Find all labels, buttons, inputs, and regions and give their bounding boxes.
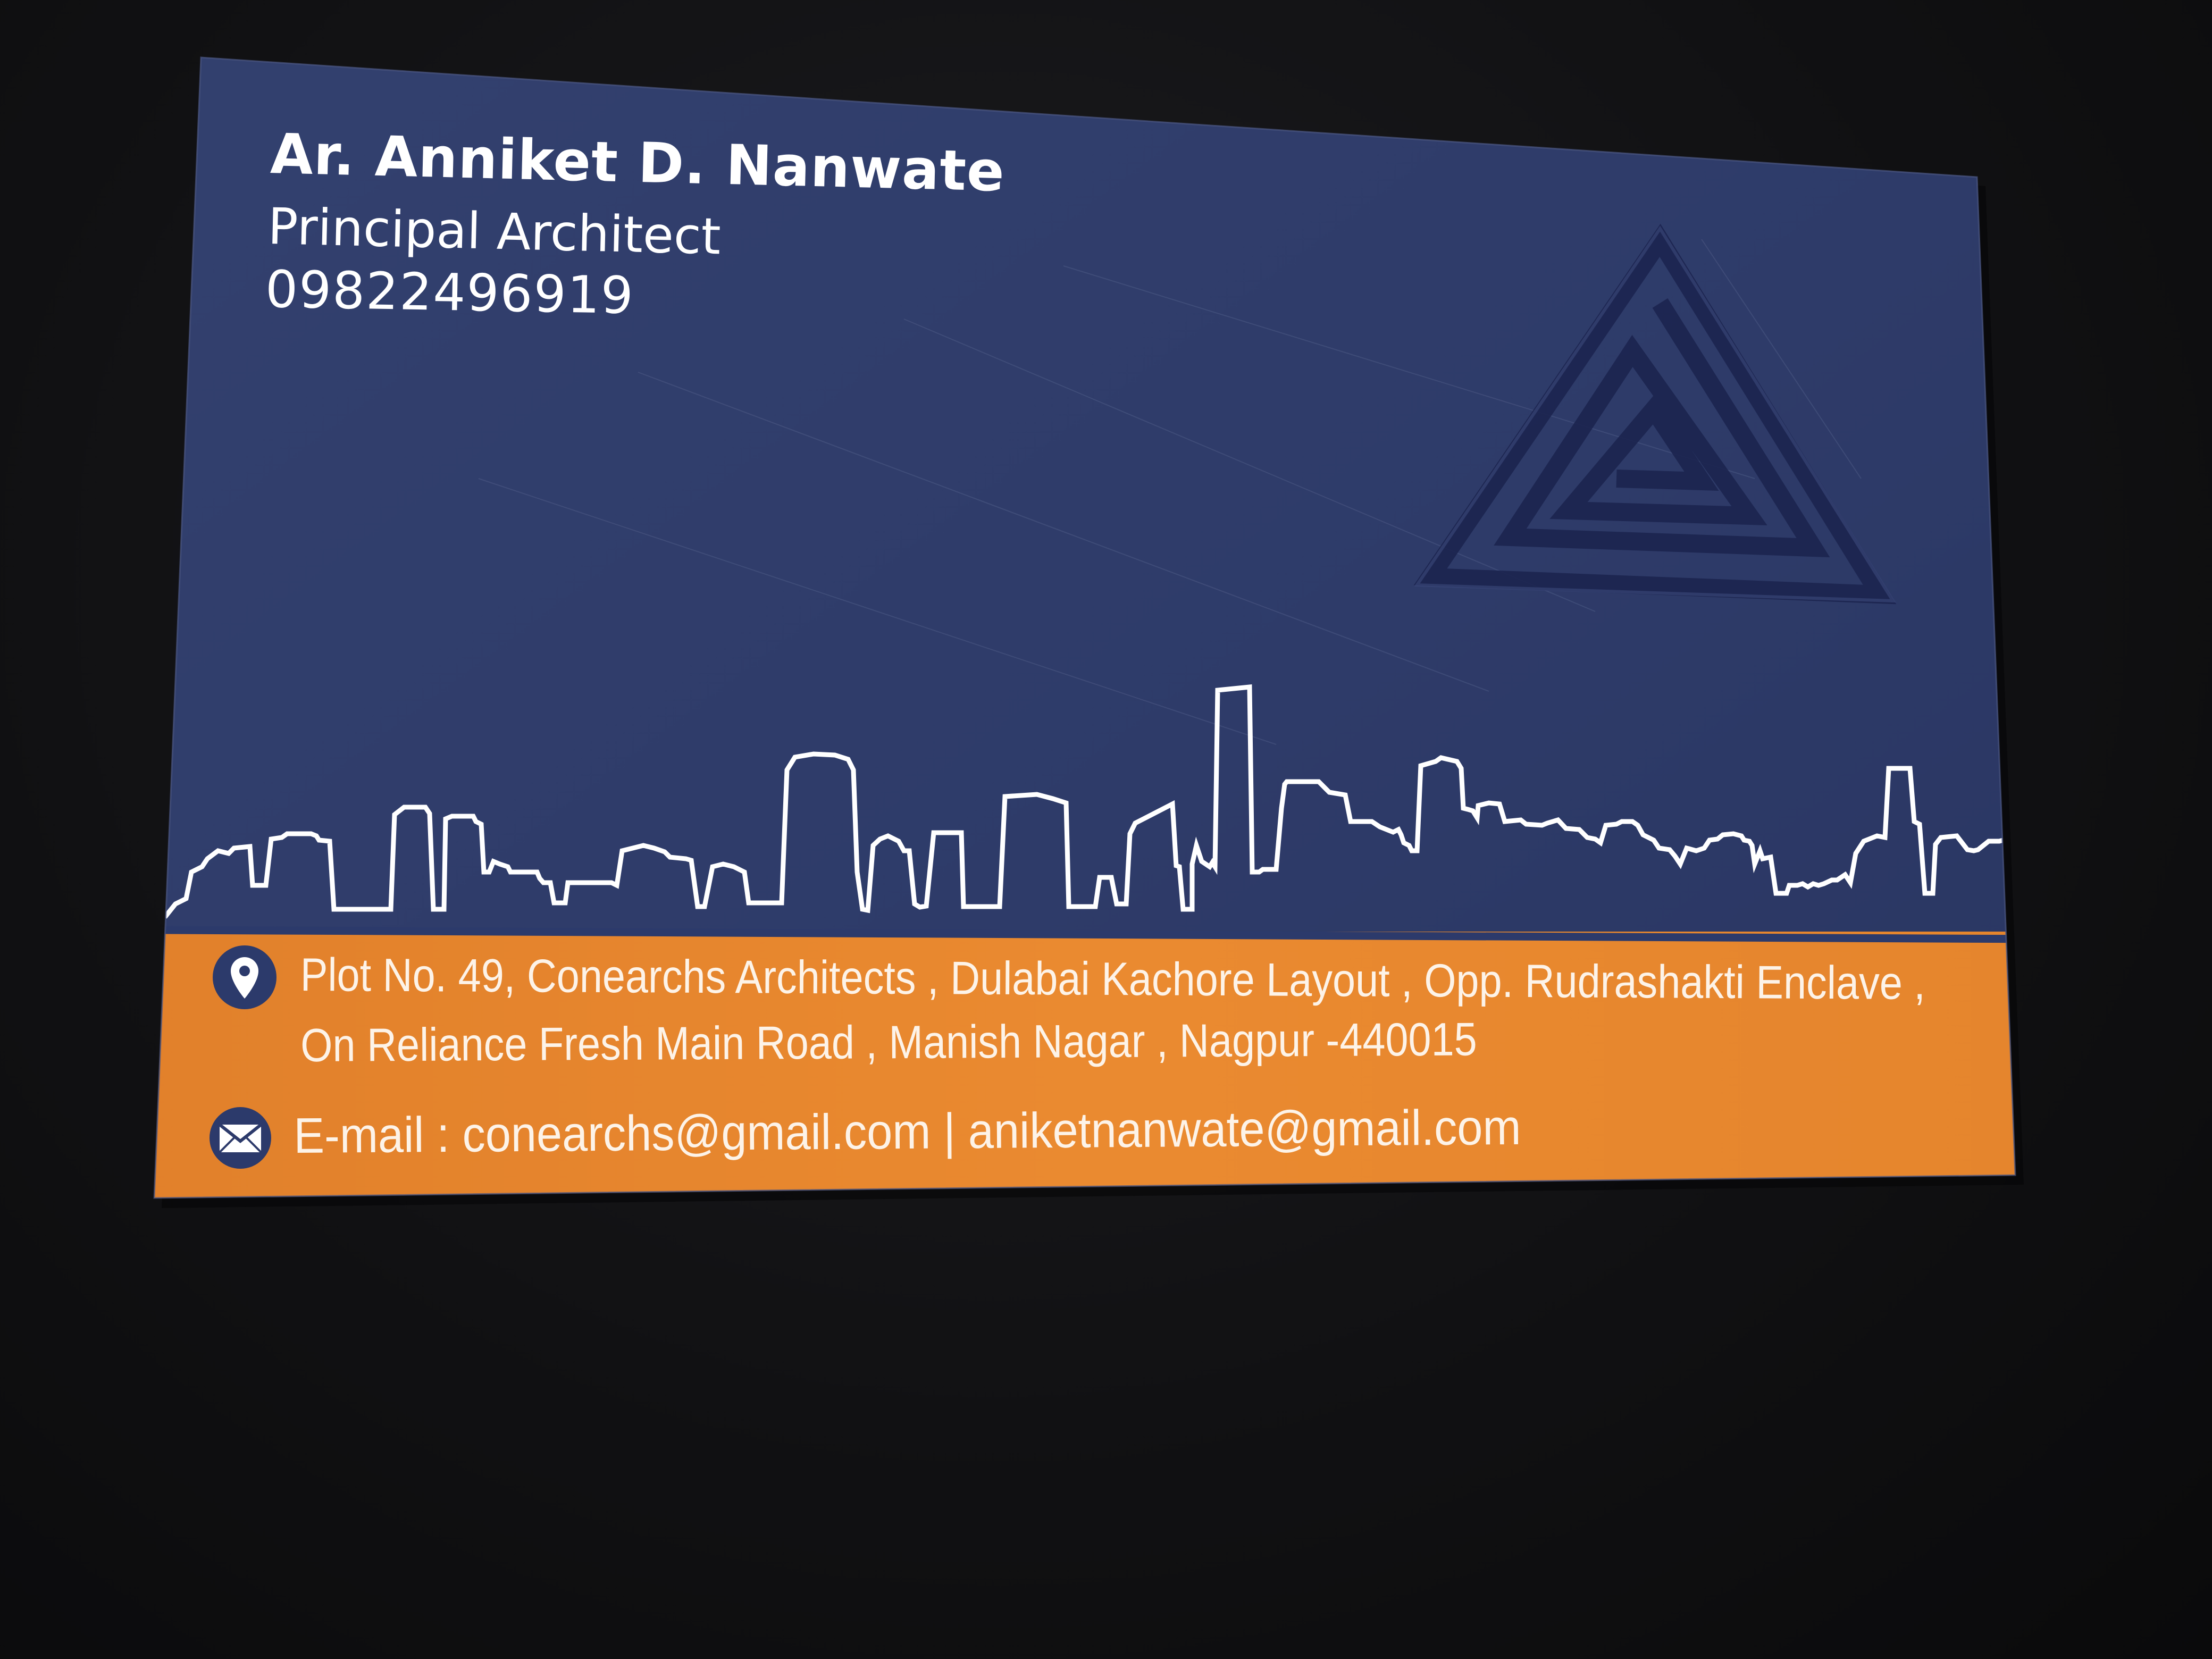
phone-number: 09822496919 — [265, 259, 635, 326]
email-line: E-mail : conearchs@gmail.com | aniketnanwate@gmail.com — [294, 1099, 1521, 1163]
person-name: Ar. Anniket D. Nanwate — [270, 121, 1006, 204]
envelope-icon — [210, 1107, 271, 1169]
location-pin-icon — [213, 945, 276, 1009]
address-line-1: Plot No. 49, Conearchs Architects , Dulabai Kachore Layout , Opp. Rudrashakti Enclave , — [300, 948, 1926, 1010]
job-title: Principal Architect — [267, 198, 722, 266]
address-line-2: On Reliance Fresh Main Road , Manish Nagar , Nagpur -440015 — [300, 1012, 1477, 1071]
